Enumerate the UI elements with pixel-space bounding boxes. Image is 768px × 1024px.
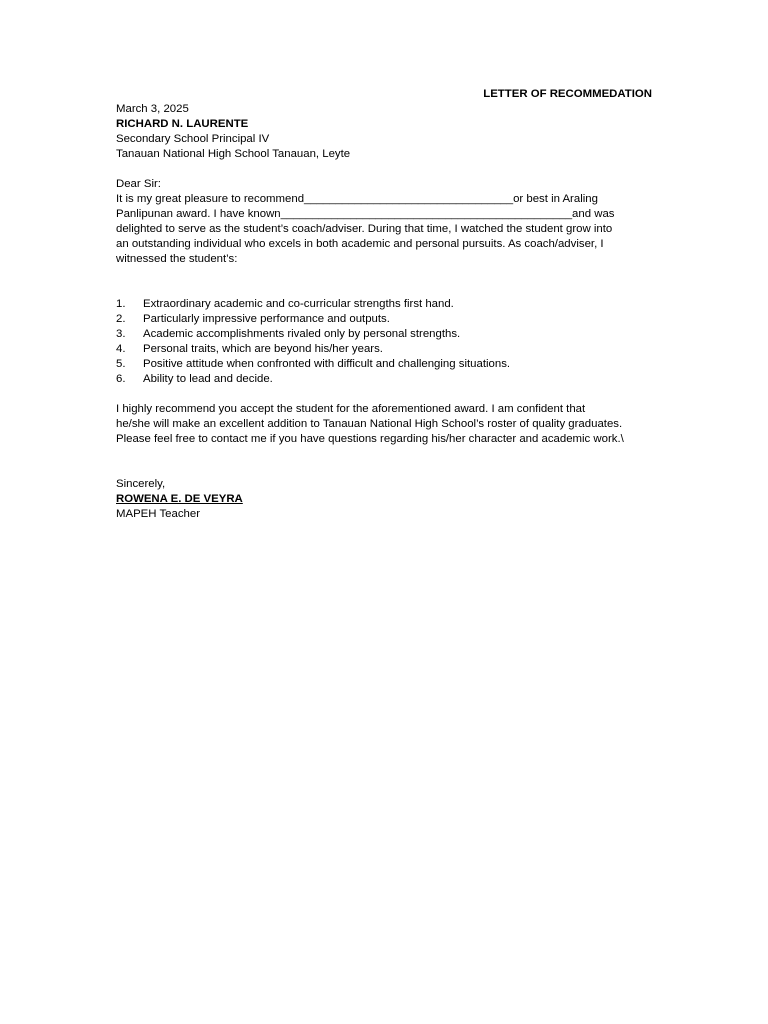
spacer — [116, 282, 656, 297]
intro-line: witnessed the student’s: — [116, 253, 238, 265]
list-number: 4. — [116, 343, 126, 355]
spacer — [116, 447, 656, 462]
intro-line: It is my great pleasure to recommend_________________________________or best in Araling — [116, 193, 598, 205]
list-text: Ability to lead and decide. — [143, 373, 273, 385]
list-item — [116, 297, 656, 312]
closing-line: I highly recommend you accept the student for the aforementioned award. I am confident that — [116, 403, 586, 415]
intro-line: an outstanding individual who excels in both academic and personal pursuits. As coach/adviser, I — [116, 238, 604, 250]
list-item — [116, 372, 656, 387]
list-item — [116, 342, 656, 357]
valediction: Sincerely, — [116, 478, 166, 490]
list-number: 6. — [116, 373, 126, 385]
reasons-list — [116, 297, 656, 387]
list-number: 3. — [116, 328, 126, 340]
list-text: Particularly impressive performance and outputs. — [143, 313, 390, 325]
letter-date: March 3, 2025 — [116, 103, 189, 115]
letter-title: LETTER OF RECOMMEDATION — [483, 88, 652, 100]
salutation: Dear Sir: — [116, 178, 161, 190]
list-number: 2. — [116, 313, 126, 325]
signer-name: ROWENA E. DE VEYRA — [116, 493, 243, 505]
list-text: Positive attitude when confronted with difficult and challenging situations. — [143, 358, 511, 370]
spacer — [116, 387, 656, 402]
list-number: 1. — [116, 298, 126, 310]
list-number: 5. — [116, 358, 126, 370]
recipient-school: Tanauan National High School Tanauan, Leyte — [116, 148, 351, 160]
intro-line: Panlipunan award. I have known______________________________________________and was — [116, 208, 615, 220]
closing-paragraph — [116, 402, 656, 447]
list-item — [116, 327, 656, 342]
list-item — [116, 312, 656, 327]
spacer — [116, 162, 656, 177]
list-text: Personal traits, which are beyond his/her years. — [143, 343, 383, 355]
recipient-position: Secondary School Principal IV — [116, 133, 270, 145]
intro-line: delighted to serve as the student’s coach/adviser. During that time, I watched the student grow into — [116, 223, 613, 235]
spacer — [116, 267, 656, 282]
closing-line: he/she will make an excellent addition to Tanauan National High School’s roster of quality graduates. — [116, 418, 623, 430]
spacer — [116, 462, 656, 477]
closing-line: Please feel free to contact me if you have questions regarding his/her character and academic work.\ — [116, 433, 624, 445]
intro-paragraph — [116, 192, 656, 267]
letter-body — [116, 87, 656, 522]
signer-role: MAPEH Teacher — [116, 508, 200, 520]
list-item — [116, 357, 656, 372]
list-text: Academic accomplishments rivaled only by personal strengths. — [143, 328, 461, 340]
list-text: Extraordinary academic and co-curricular strengths first hand. — [143, 298, 454, 310]
recipient-name: RICHARD N. LAURENTE — [116, 118, 249, 130]
